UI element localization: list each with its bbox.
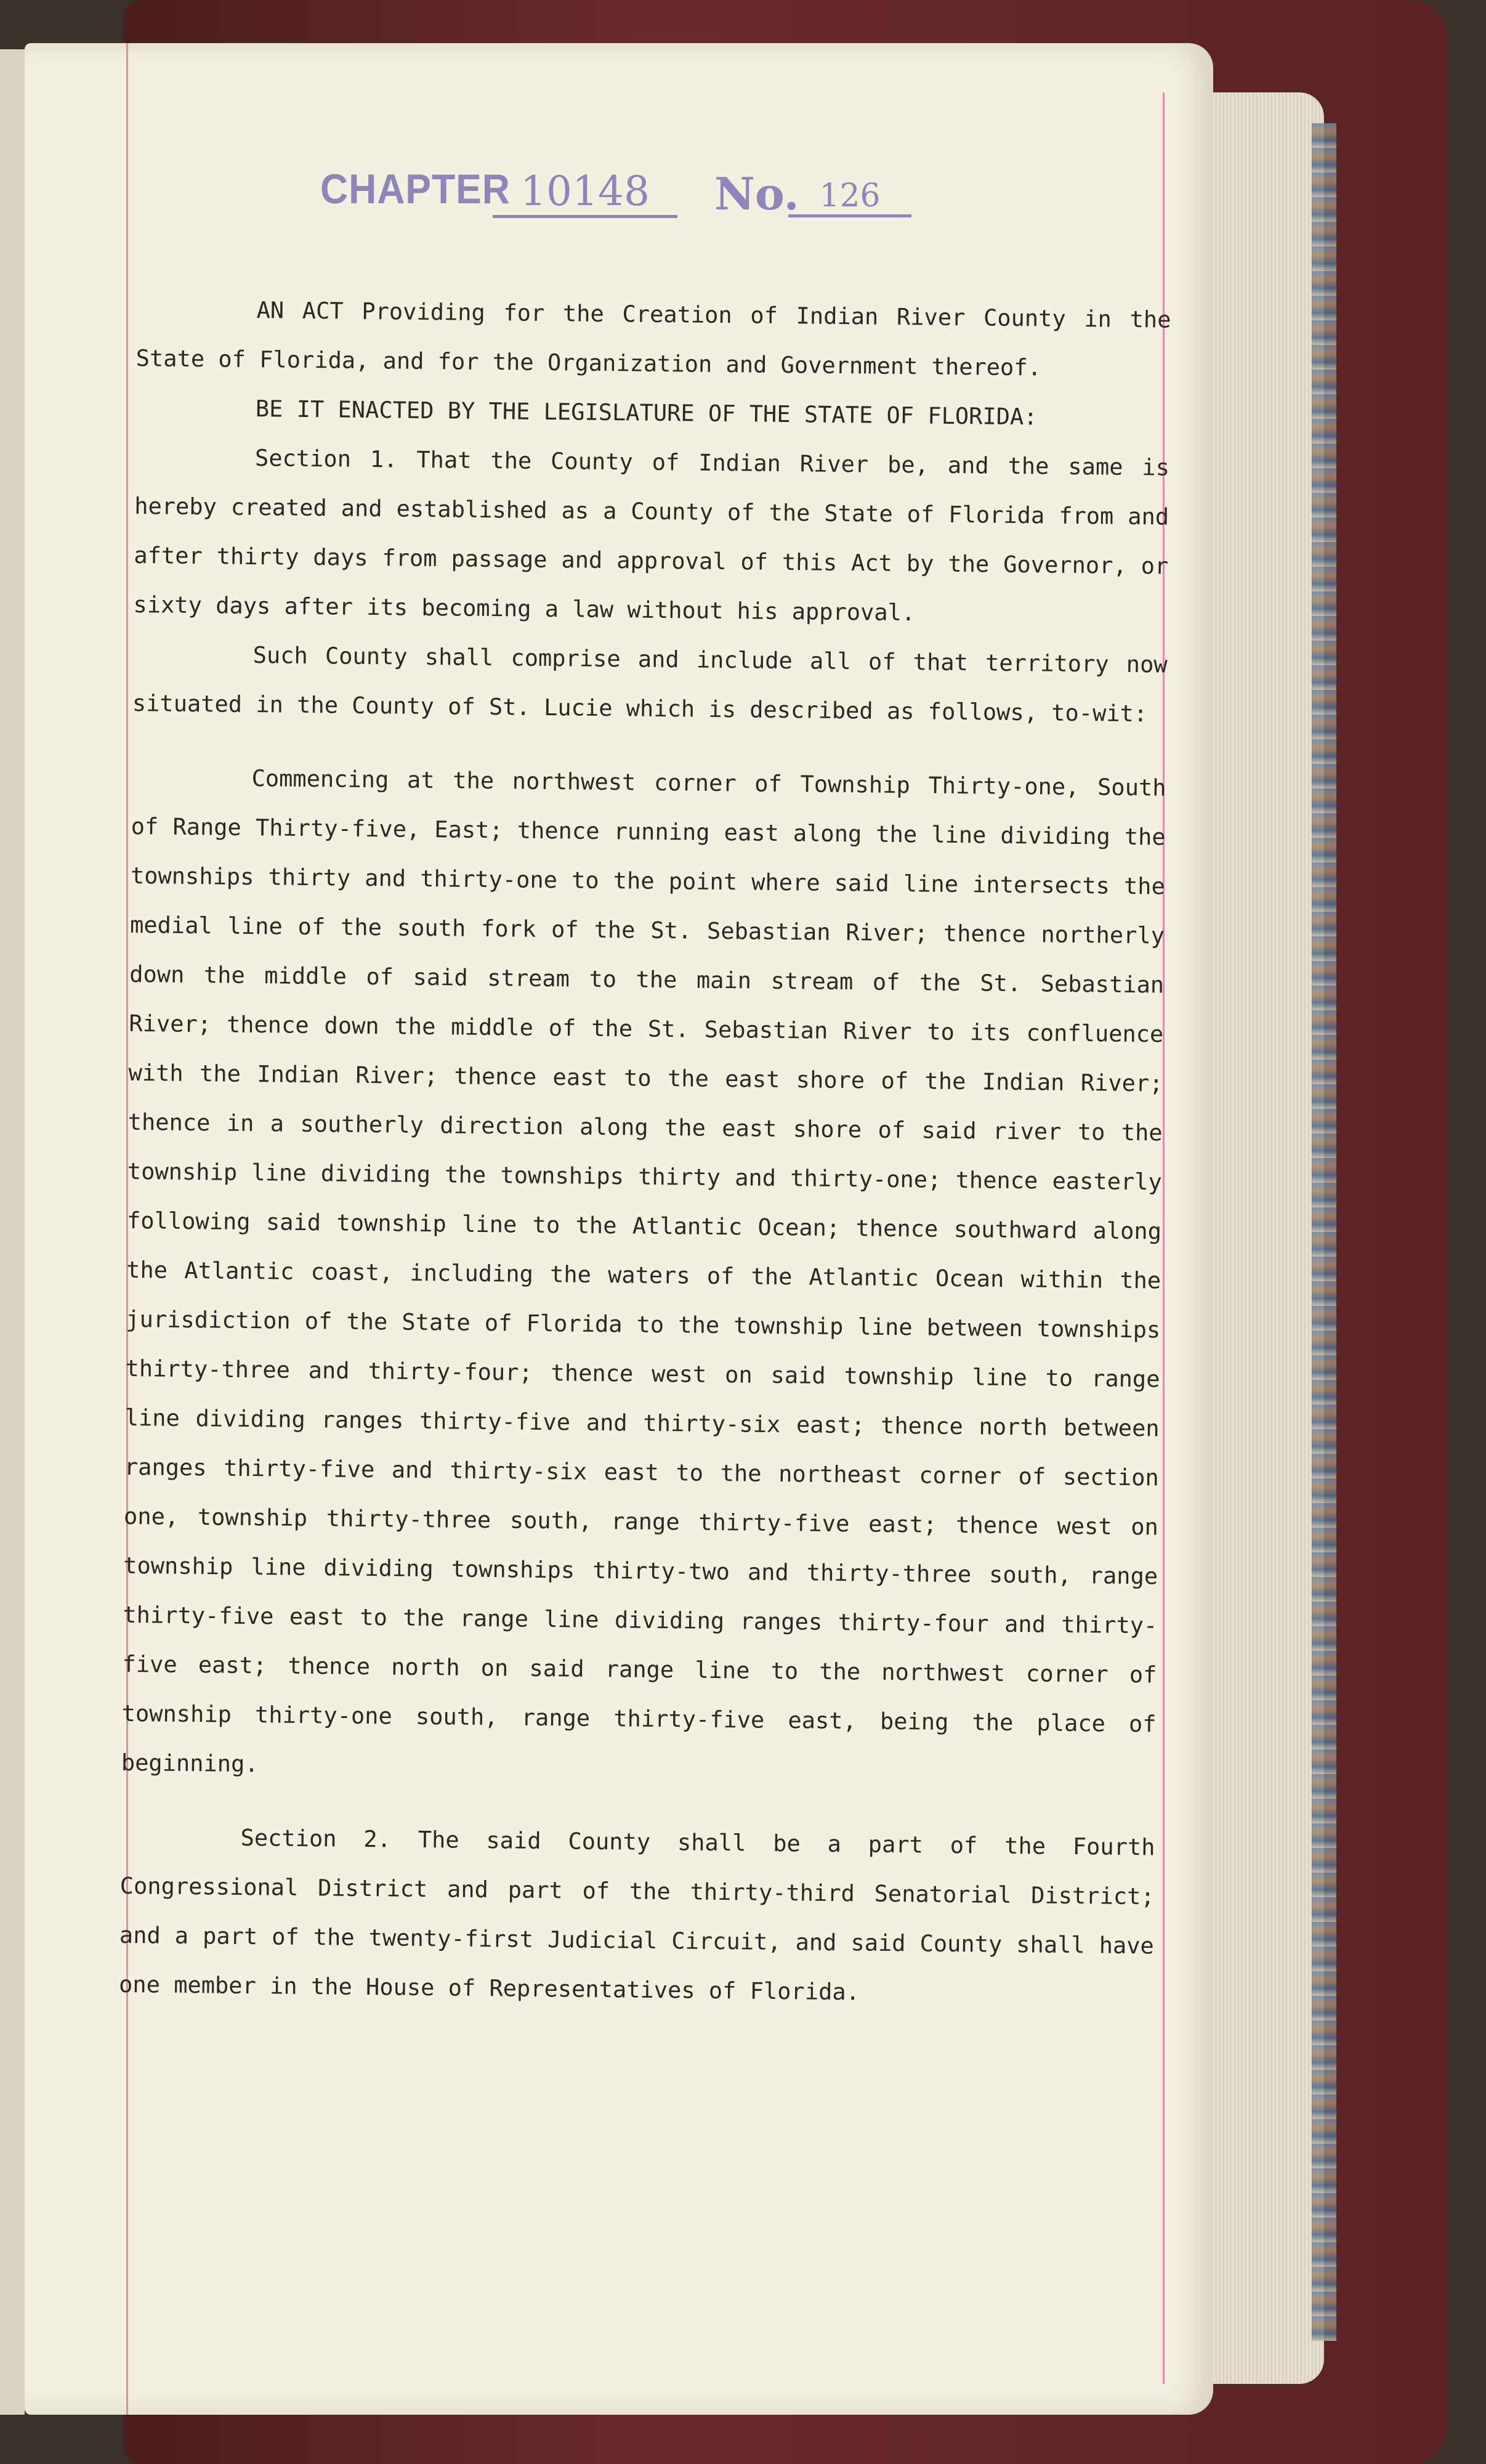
document-text: [119, 285, 1171, 2020]
number-value: 126: [788, 177, 911, 217]
marbled-edge: [1312, 123, 1336, 2341]
section-1: Section 1. That the County of Indian River be, and the same is hereby created and established as a County of the State of Florida from and after thirty days from passage and approval of this Act by the Governor, or sixty days after its becoming a law without his approval.: [133, 445, 1170, 626]
chapter-stamp: [320, 165, 936, 233]
number-label: No.: [714, 168, 799, 220]
chapter-number: 10148: [493, 168, 677, 218]
act-title: AN ACT Providing for the Creation of Indian River County in the State of Florida, and for the Organization and Government thereof.: [135, 297, 1171, 381]
section-1-territory: Such County shall comprise and include all of that territory now situated in the County of St. Lucie which is described as follows, to-wit:: [132, 642, 1168, 727]
section-2: Section 2. The said County shall be a part of the Fourth Congressional District and part of the thirty-third Senatorial District; and a part of the twenty-first Judicial Circuit, and said County shall have one member in the House of Representatives of Florida.: [118, 1824, 1155, 2006]
chapter-label: CHAPTER: [320, 166, 511, 213]
boundary-description: Commencing at the northwest corner of Township Thirty-one, South of Range Thirty-five, East; thence running east along the line dividing the townships thirty and thirty-one to the point where said line intersects the medial line of the south fork of the St. Sebastian River; thence northerly down the middle of said stream to the main stream of the St. Sebastian River; thence down the middle of the St. Sebastian River to its confluence with the Indian River; thence east to the east shore of the Indian River; thence in a southerly direction along the east shore of said river to the township line dividing the townships thirty and thirty-one; thence easterly following said township line to the Atlantic Ocean; thence southward along the Atlantic coast, including the waters of the Atlantic Ocean within the jurisdiction of the State of Florida to the township line between townships thirty-three and thirty-four; thence west on said township line to range line dividing ranges thirty-five and thirty-six east; thence north between ranges thirty-five and thirty-six east to the northeast corner of section one, township thirty-three south, range thirty-five east; thence west on township line dividing townships thirty-two and thirty-three south, range thirty-five east to the range line dividing ranges thirty-four and thirty-five east; thence north on said range line to the northwest corner of township thirty-one south, range thirty-five east, being the place of beginning.: [121, 764, 1166, 1778]
enacting-clause: BE IT ENACTED BY THE LEGISLATURE OF THE STATE OF FLORIDA:: [255, 395, 1038, 431]
left-page-edge: [0, 49, 25, 2415]
page-edges: [1207, 92, 1324, 2384]
